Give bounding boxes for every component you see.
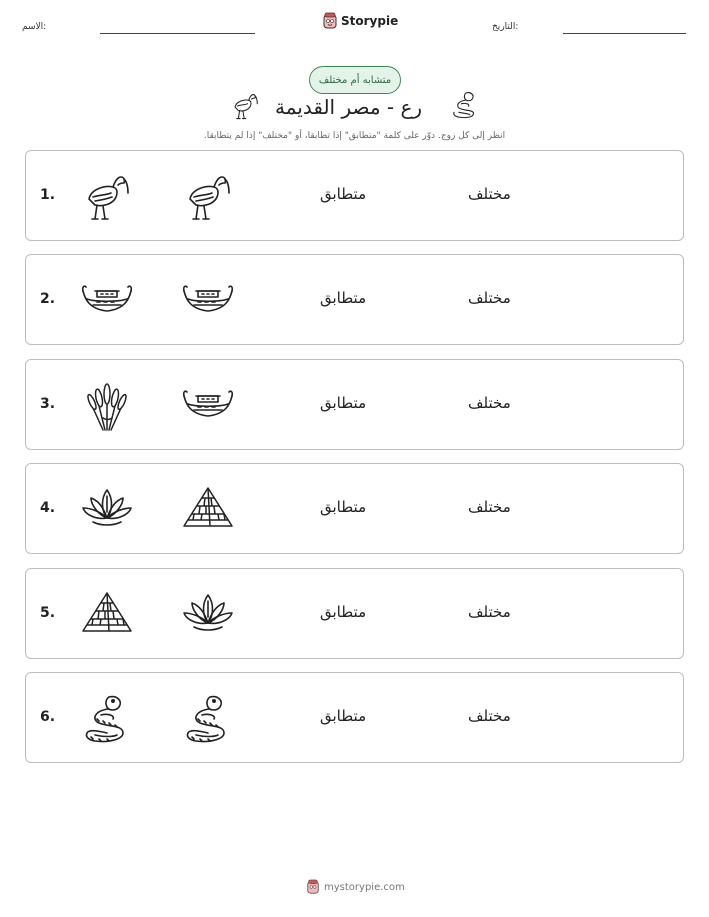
date-line[interactable] [563,33,686,34]
option-same[interactable]: متطابق [320,289,367,308]
right-picture [180,691,236,747]
boat-icon [180,378,236,434]
storypie-mascot-icon [322,12,338,30]
footer [306,879,405,895]
name-label: الاسم: [22,22,47,32]
row-number: 5. [40,604,56,621]
ibis-icon [79,169,135,225]
footer-url[interactable]: mystorypie.com [324,881,405,893]
exercise-row [25,568,684,659]
cobra-icon [180,691,236,747]
name-line[interactable] [100,33,255,34]
right-picture [180,378,236,434]
lotus-icon [79,482,135,538]
pyramid-icon [79,587,135,643]
exercise-row [25,254,684,345]
option-different[interactable]: مختلف [468,393,511,412]
row-number: 2. [40,291,56,308]
brand-logo [322,12,398,30]
left-picture [79,273,135,329]
option-different[interactable]: مختلف [468,498,511,517]
exercise-row [25,672,684,763]
cobra-icon [79,691,135,747]
instructions: انظر إلى كل زوج. دوّر على كلمة "متطابق" إذا تطابقا، أو "مختلف" إذا لم يتطابقا. [203,131,506,141]
option-same[interactable]: متطابق [320,602,367,621]
option-same[interactable]: متطابق [320,185,367,203]
option-same[interactable]: متطابق [320,707,367,725]
right-picture [180,273,236,329]
date-label: التاريخ: [492,22,519,32]
left-picture [79,691,135,747]
left-picture [79,169,135,225]
pyramid-icon [180,482,236,538]
brand-name: Storypie [341,14,399,28]
option-different[interactable]: مختلف [468,289,511,308]
worksheet-type-badge: متشابه أم مختلف [309,66,401,94]
storypie-mascot-icon [306,879,320,895]
option-same[interactable]: متطابق [320,393,367,412]
left-picture [79,482,135,538]
right-picture [180,169,236,225]
wheat-icon [79,378,135,434]
exercise-row [25,359,684,450]
row-number: 6. [40,709,56,725]
option-different[interactable]: مختلف [468,602,511,621]
boat-icon [79,273,135,329]
page-title: رع - مصر القديمة [275,95,423,119]
row-number: 4. [40,500,56,517]
boat-icon [180,273,236,329]
left-picture [79,378,135,434]
exercise-row [25,150,684,241]
ibis-icon [180,169,236,225]
lotus-icon [180,587,236,643]
title-ibis-icon [227,90,259,122]
option-different[interactable]: مختلف [468,185,511,203]
row-number: 1. [40,187,56,203]
title-cobra-icon [448,88,482,122]
option-different[interactable]: مختلف [468,707,511,725]
right-picture [180,587,236,643]
exercise-row [25,463,684,554]
left-picture [79,587,135,643]
option-same[interactable]: متطابق [320,498,367,517]
right-picture [180,482,236,538]
row-number: 3. [40,395,56,412]
